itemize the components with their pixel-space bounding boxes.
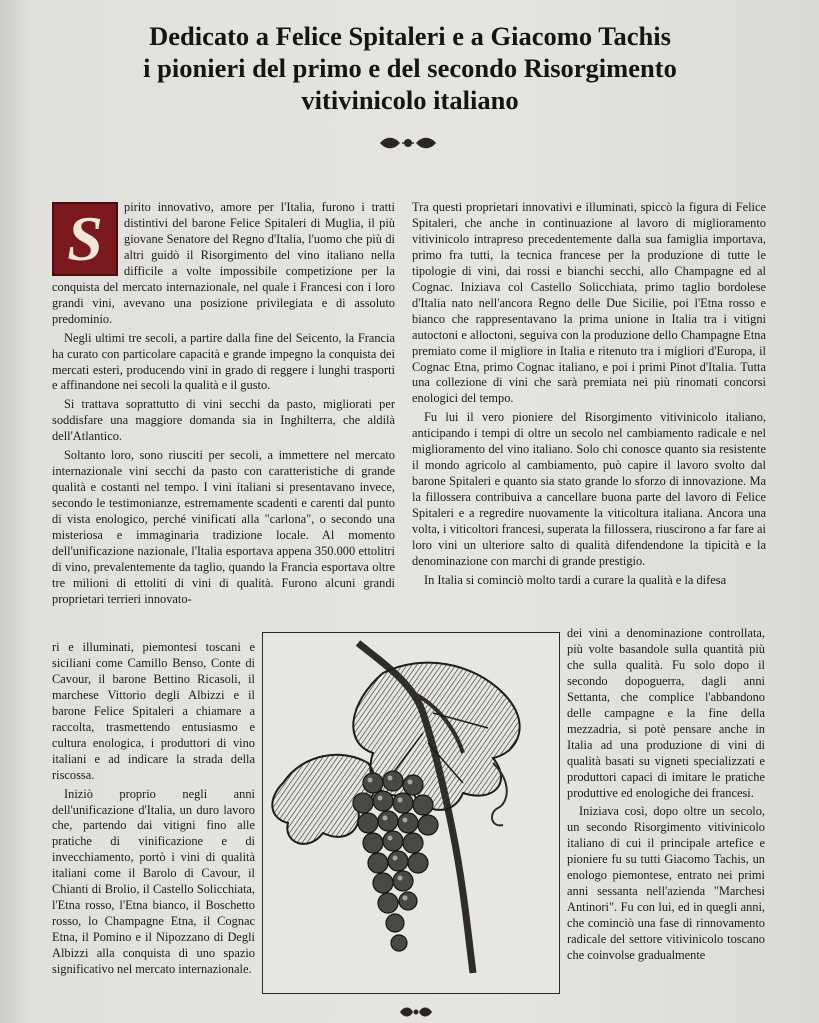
column-right-top [412, 200, 766, 592]
column-right-bottom [567, 626, 765, 967]
dropcap-letter: S [67, 203, 103, 274]
paragraph: ri e illuminati, piemontesi toscani e siciliani come Camillo Benso, Conte di Cavour, il barone Bettino Ricasoli, il marchese Vittorio degli Albizzi e il barone Felice Spitaleri a chiamare a raccolta, trasmettendo entusiasmo e cultura enologica, i produttori di vino italiani e ad indicare la strada della riscossa. [52, 640, 255, 782]
title-line-2: i pionieri del primo e del secondo Risorgimento [143, 53, 677, 83]
paragraph: dei vini a denominazione controllata, più volte basandole sulla quantità più che sulla qualità. Fu solo dopo il secondo dopoguerra, dagli anni Settanta, che complice l'abbandono delle campagne e la fine della mezzadria, si potè pensare anche in Italia ad una produzione di vini di qualità basati su vigneti specializzati e produttori capaci di imitare le pratiche produttive ed enologiche dei francesi. [567, 626, 765, 800]
paragraph: Iniziò proprio negli anni dell'unificazione d'Italia, un duro lavoro che, partendo dai vitigni fino alle pratiche di vinificazione e di invecchiamento, portò i vini di qualità italiani come il Barolo di Cavour, il Chianti di Brolio, il Castello Solicchiata, l'Etna rosso, l'Etna bianco, il Boschetto rosso, lo Champagne Etna, il Cognac Etna, il Pomino e il Nipozzano di Degli Albizzi alla conquista di uno spazio significativo nel mercato internazionale. [52, 786, 255, 977]
paragraph: In Italia si cominciò molto tardi a curare la qualità e la difesa [424, 572, 727, 587]
paragraph: pirito innovativo, amore per l'Italia, furono i tratti distintivi del barone Felice Spitaleri di Muglia, il più giovane Senatore del Regno d'Italia, l'uomo che più di altri guidò il Risorgimento del vino italiano nella difficile a volte impossibile competizione per la conquista del mercato internazionale, nel quale i Francesi con i loro grandi vini, avevano una posizione privilegiata e di assoluto predominio. [52, 200, 395, 326]
column-left-top [52, 200, 395, 611]
paragraph: Tra questi proprietari innovativi e illuminati, spiccò la figura di Felice Spitaleri, che anche in continuazione al lavoro di miglioramento vitivinicolo intrapreso precedentemente dalla sua famiglia importava, primo fra tutti, la tecnica francese per la produzione di tutte le tipologie di vini, dai rossi e bianchi secchi, allo Champagne ed al Cognac. Iniziava col Castello Solicchiata, primo taglio bordolese d'Italia nato nell'ancora Regno delle Due Sicilie, poi l'Etna rosso e bianco che rappresentavano la prima unione in Italia tra i vitigni autoctoni e alloctoni, seguiva con la produzione dello Champagne Etna premiato come il migliore in Italia e ritenuto tra i migliori d'Europa, il Cognac Etna, primo Cognac italiano, e poi i primi Pinot d'Italia. Tutta una collezione di vini che sarà premiata nei più rinomati concorsi enologici del tempo. [412, 200, 766, 406]
paragraph: Soltanto loro, sono riusciti per secoli, a immettere nel mercato internazionale vini secchi da pasto con caratteristiche di grande qualità e costanti nel tempo. I vini italiani si presentavano invece, secondo le testimonianze, estremamente scadenti e carenti dal punto di vista enologico, perché vinificati alla "carlona", o secondo una misteriosa e immaginaria tradizione locale. Al momento dell'unificazione nazionale, l'Italia esportava appena 350.000 ettolitri di vino, prevalentemente da taglio, quando la Francia esportava oltre tre milioni di ettoliti di vini di qualità. Furono alcuni grandi proprietari terrieri innovato- [52, 448, 395, 606]
column-left-bottom [52, 640, 255, 981]
paragraph: Iniziava così, dopo oltre un secolo, un secondo Risorgimento vitivinicolo italiano di cui il principale artefice e pioniere fu su tutti Giacomo Tachis, un enologo piemontese, entrato nei primi anni sessanta nell'azienda "Marchesi Antinori". Fu con lui, ed in quegli anni, che cominciò una fase di rinnovamento radicale del settore vitivinicolo toscano che coinvolse gradualmente [567, 804, 765, 963]
dropcap-illuminated [52, 202, 118, 276]
title-line-3: vitivinicolo italiano [301, 85, 519, 115]
grape-illustration [262, 632, 560, 994]
paragraph: Si trattava soprattutto di vini secchi da pasto, migliorati per soddisfare una maggiore domanda sia in Inghilterra, che aldilà dell'Atlantico. [52, 397, 395, 444]
title-ornament-icon [376, 132, 440, 154]
paragraph: Fu lui il vero pioniere del Risorgimento vitivinicolo italiano, anticipando i tempi di oltre un secolo nel cambiamento radicale e nel miglioramento del vino italiano. Solo chi conosce quanto sia resistente il mondo agricolo al cambiamento, può capire il lavoro svolto dal barone Spitaleri e quanto sia stato grande lo sforzo di innovazione. Ma la fillossera contribuiva a cancellare buona parte del lavoro di Felice Spitaleri e a regredire nuovamente la viticoltura italiana. Ancora una volta, i viticoltori francesi, superata la fillossera, riuscirono a far fare ai loro vini un ulteriore salto di qualità difendendone la tipicità e la denominazione con marchi di grande prestigio. [412, 410, 766, 568]
grape-bunch-icon [263, 633, 559, 993]
paragraph: Negli ultimi tre secoli, a partire dalla fine del Seicento, la Francia ha curato con particolare capacità e grande impegno la conquista dei mercati esteri, producendo vini in grado di reggere i lunghi trasporti e affinandone nei secoli la qualità e il gusto. [52, 330, 395, 393]
page-title [60, 20, 760, 116]
footer-ornament-icon [398, 1003, 434, 1021]
title-line-1: Dedicato a Felice Spitaleri e a Giacomo Tachis [149, 21, 671, 51]
